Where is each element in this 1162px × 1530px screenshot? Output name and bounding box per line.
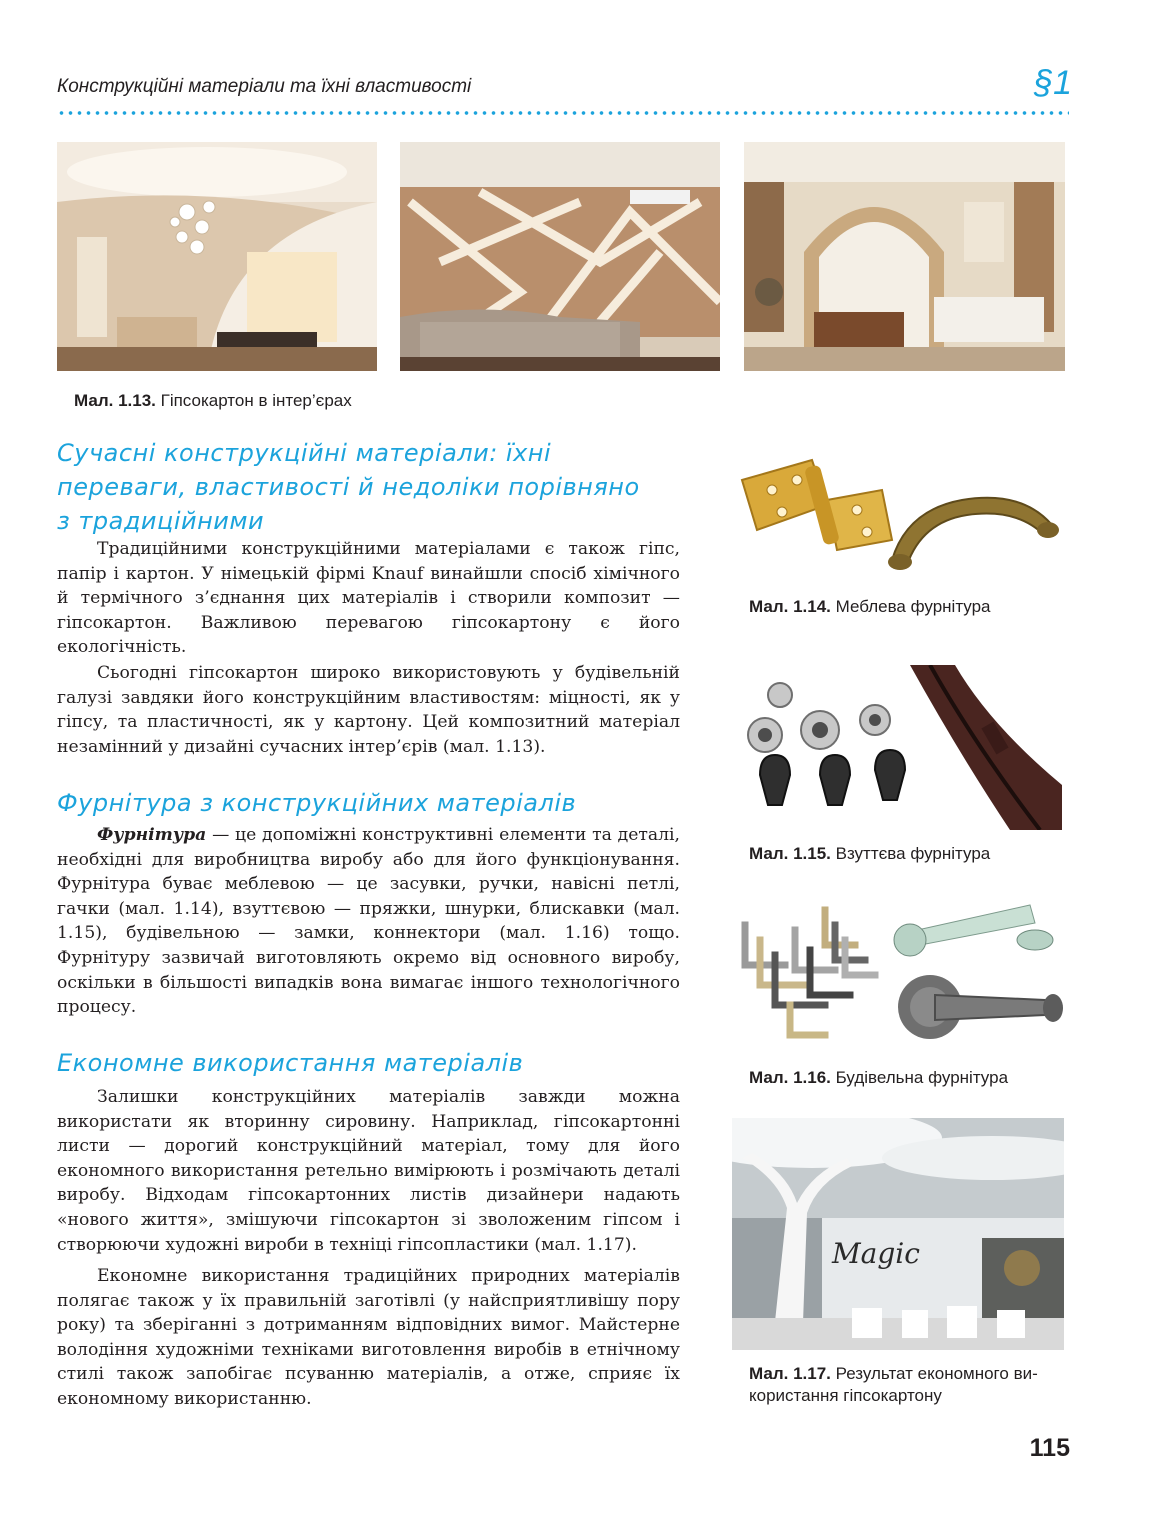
shoe-hardware-image	[740, 665, 1062, 830]
interior-photo-1	[57, 142, 377, 371]
figure-caption-1-17	[749, 1363, 1079, 1407]
figure-caption-text: Меблева фурнітура	[830, 597, 991, 616]
paragraph: Традиційними конструкційними матеріалами є також гіпс, папір і картон. У німецькій фірмі Knauf винайшли спосіб хімічного й термічного з’єднання цих матеріалів і створили композит — гіпсокартон. Важливою перевагою гіпсокартону є його екологічність.	[57, 539, 680, 658]
paragraph-text: — це допоміжні конструктивні елементи та деталі, необхідні для виробництва виробу або для його функціонування. Фурнітура буває меблевою — це засувки, ручки, навісні петлі, гачки (мал. 1.14), взуттєвою — пряжки, шнурки, блискавки (мал. 1.15), будівельною — замки, коннектори (мал. 1.16) тощо. Фурнітуру зазвичай виготовляють окремо від основного виробу, оскільки в більшості випадків вона вимагає іншого технологічного процесу.	[57, 825, 680, 1018]
heading-line: Сучасні конструкційні матеріали: їхні	[57, 439, 552, 467]
section-heading-furniture: Фурнітура з конструкційних матеріалів	[57, 789, 577, 817]
paragraph: Сьогодні гіпсокартон широко використовують у будівельній галузі завдяки його конструкційним властивостям: міцності, як у гіпсу, та пластичності, як у картону. Цей композитний матеріал незамінний у дизайні сучасних інтер’єрів (мал. 1.13).	[57, 663, 680, 757]
figure-caption-1-16	[749, 1067, 1008, 1089]
furniture-hardware-image	[732, 450, 1062, 580]
interior-photo-2	[400, 142, 720, 371]
paragraph: Економне використання традиційних природних матеріалів полягає також у їх правильній заготівлі (у найсприятливішу пору року) та зберіганні з дотриманням відповідних вимог. Майстерне володіння художніми техніками виготовлення виробів в етнічному стилі також запобігає псуванню матеріалів, а отже, сприяє їх економному використанню.	[57, 1266, 680, 1409]
paragraph	[57, 823, 680, 1020]
figure-label: Мал. 1.14.	[749, 597, 831, 616]
figure-caption-1-14	[749, 596, 991, 618]
figure-label: Мал. 1.13.	[74, 391, 156, 410]
figure-caption-1-15	[749, 843, 990, 865]
term: Фурнітура	[97, 825, 207, 845]
figure-label: Мал. 1.17.	[749, 1364, 831, 1383]
figure-caption-text: Взуттєва фурнітура	[830, 844, 991, 863]
figure-caption-text: користання гіпсокартону	[749, 1386, 942, 1405]
interior-photo-3	[744, 142, 1065, 371]
construction-hardware-image	[735, 895, 1065, 1045]
figure-caption-text: Гіпсокартон в інтер’єрах	[155, 391, 352, 410]
running-header-title: Конструкційні матеріали та їхні властивості	[57, 76, 472, 97]
figure-label: Мал. 1.15.	[749, 844, 831, 863]
figure-caption-text: Будівельна фурнітура	[830, 1068, 1009, 1087]
heading-line: переваги, властивості й недоліки порівняно	[57, 473, 640, 501]
figure-label: Мал. 1.16.	[749, 1068, 831, 1087]
magic-sign: Magic	[832, 1237, 920, 1270]
figure-caption-1-13	[74, 390, 352, 412]
gypsum-interior-photo	[732, 1118, 1064, 1350]
dotted-divider	[57, 110, 1069, 116]
section-number: §1	[1034, 64, 1072, 102]
paragraph: Залишки конструкційних матеріалів завжди можна використати як вторинну сировину. Наприклад, гіпсокартонні листи — дорогий конструкційний матеріал, тому для його економного використання ретельно вимірюють і розмічають деталі виробу. Відходам гіпсокартонних листів дизайнери надають «нового життя», змішуючи гіпсокартон зі зволоженим гіпсом і створюючи художні вироби в техніці гіпсопластики (мал. 1.17).	[57, 1087, 680, 1255]
page-number: 115	[1029, 1434, 1070, 1462]
figure-caption-text: Результат економного ви-	[830, 1364, 1038, 1383]
section-heading-modern-materials	[57, 436, 677, 538]
section-heading-economic-use: Економне використання матеріалів	[57, 1049, 524, 1077]
heading-line: з традиційними	[57, 507, 265, 535]
